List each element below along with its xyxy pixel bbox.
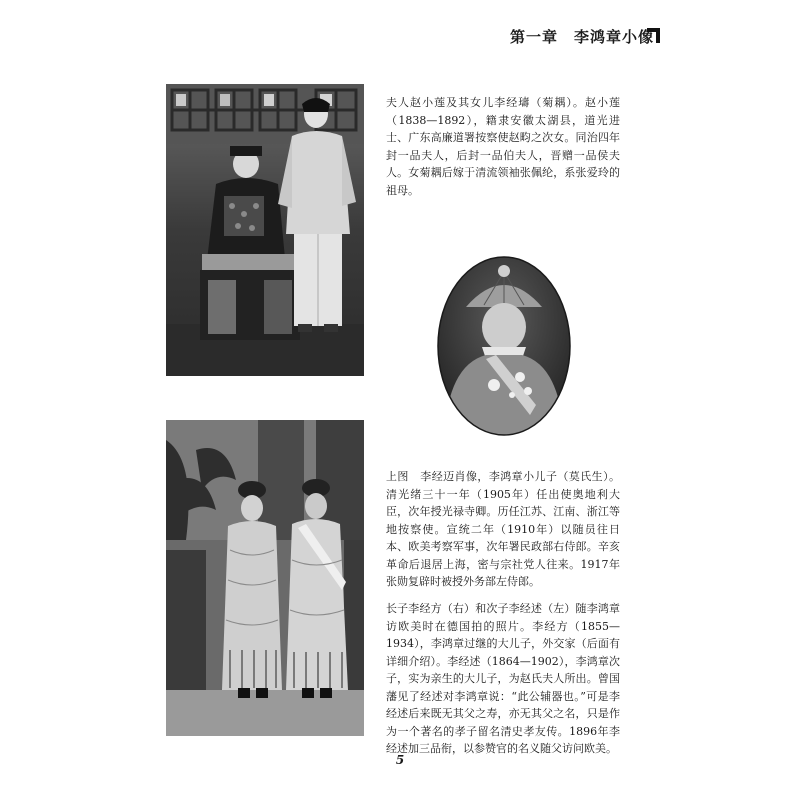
caption-li-jingmai: 上图 李经迈肖像，李鸿章小儿子（莫氏生）。清光绪三十一年（1905年）任出使奥地利大臣，次年授光禄寺卿。历任江苏、江南、浙江等地按察使。宣统二年（1910年）以随员往日本、欧美考察军事，次年署民政部右侍郎。辛亥革命后退居上海，密与宗社党人往来。1917年张勋复辟时被授外务部左侍郎。 <box>386 470 620 588</box>
photo-two-sons <box>166 420 364 736</box>
photo-wife-and-daughter <box>166 84 364 376</box>
page-number: 5 <box>395 753 405 767</box>
header-corner-mark <box>647 28 660 43</box>
photo-li-jingmai-portrait <box>436 255 572 437</box>
chapter-header: 第一章 李鸿章小像 <box>509 28 654 46</box>
caption-two-sons: 长子李经方（右）和次子李经述（左）随李鸿章访欧美时在德国拍的照片。李经方（1855—1934），李鸿章过继的大儿子，外交家（后面有详细介绍）。李经述（1864—1902），李鸿章次子，实为亲生的大儿子，为赵氏夫人所出。曾国藩见了经述对李鸿章说：“此公辅器也。”可是李经述后来既无其父之寿，亦无其父之名，只是作为一个著名的孝子留名清史孝友传。1896年李经述加三品衔，以参赞官的名义随父访问欧美。 <box>386 602 620 755</box>
caption-wife-and-daughter: 夫人赵小莲及其女儿李经璹（菊耦）。赵小莲（1838—1892），籍隶安徽太湖县，道光进士、广东高廉道署按察使赵畇之次女。同治四年封一品夫人，后封一品伯夫人，晋赠一品侯夫人。女菊耦后嫁于清流领袖张佩纶，系张爱玲的祖母。 <box>386 96 620 197</box>
